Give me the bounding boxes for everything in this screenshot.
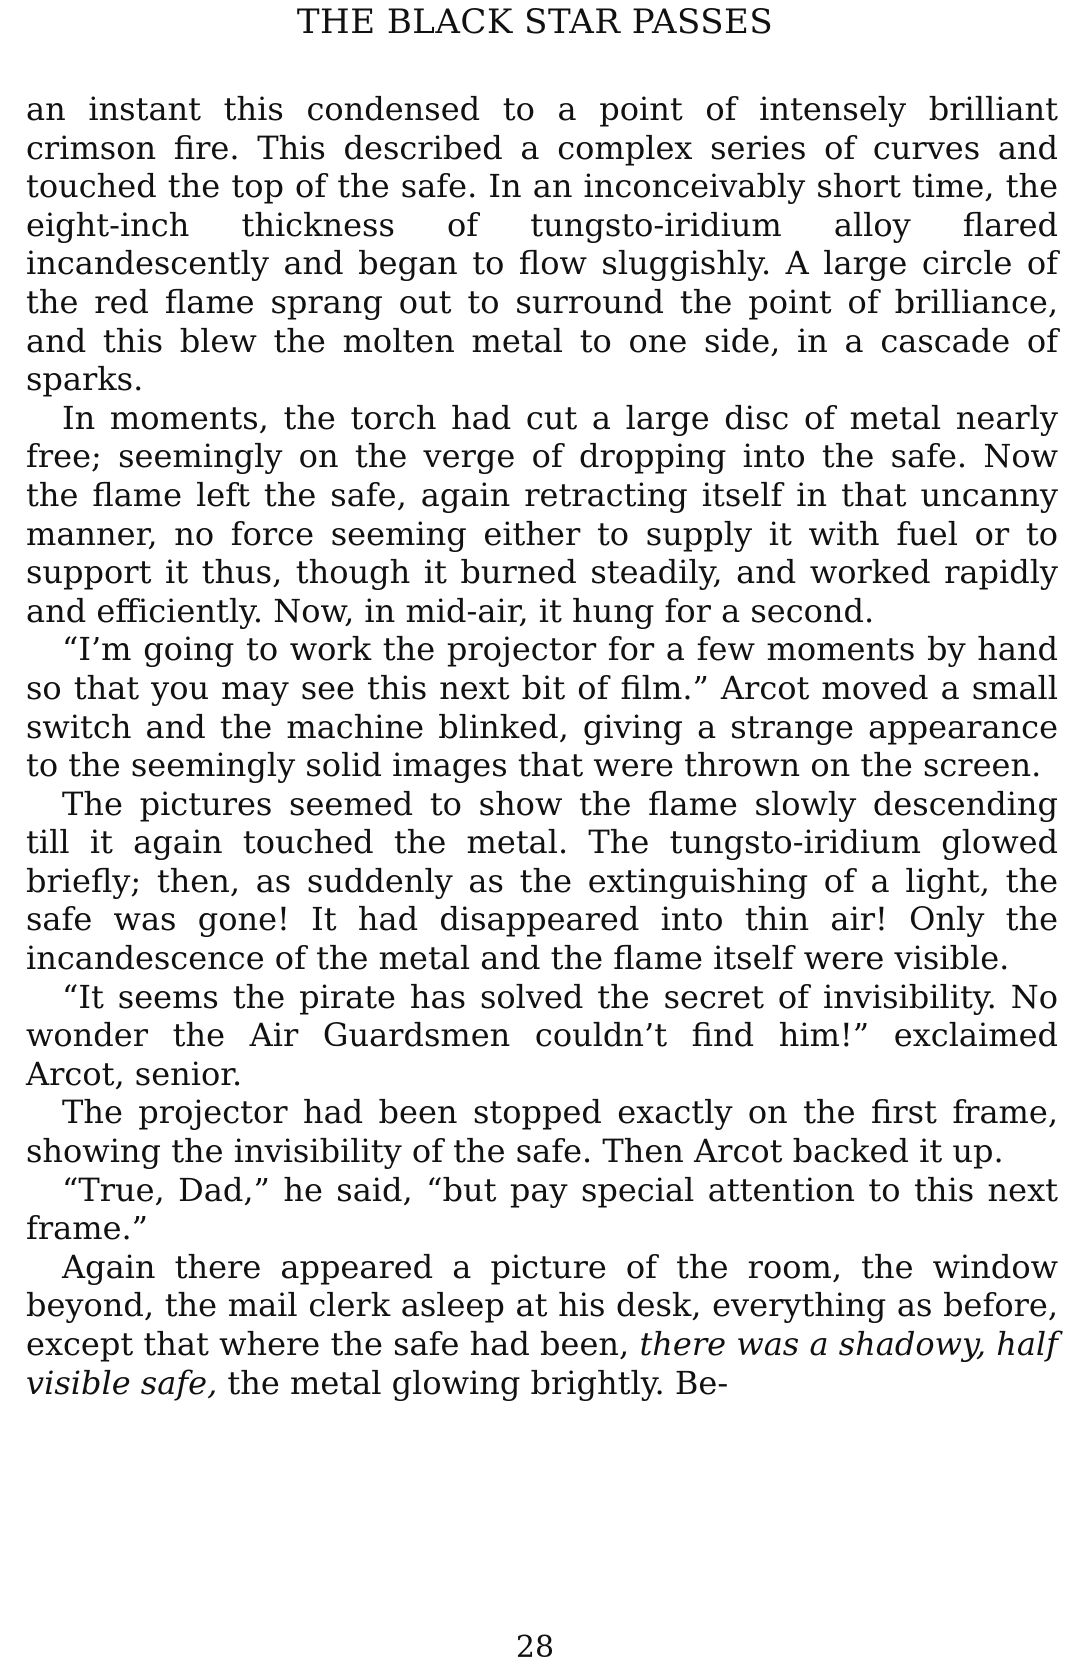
italic-emphasis: there was a shadowy, half visible safe, [26,1325,1059,1402]
paragraph-last [26,1248,1058,1402]
paragraph: “I’m going to work the projector for a few moments by hand so that you may see this next bit of film.” Arcot moved a small switch and the machine blinked, giving a strange appearance to the seemingly solid images that were thrown on the screen. [26,630,1058,785]
paragraph: “True, Dad,” he said, “but pay special attention to this next frame.” [26,1170,1058,1248]
paragraph: The pictures seemed to show the flame slowly descending till it again touched the metal. The tungsto-iridium glowed briefly; then, as suddenly as the extinguishing of a light, the safe was gone! It had disappeared into thin air! Only the incandescence of the metal and the flame itself were visible. [26,784,1058,978]
body-text [26,90,1058,1402]
paragraph: an instant this condensed to a point of intensely brilliant crimson fire. This described a complex series of curves and touched the top of the safe. In an inconceivably short time, the eight-inch thickness of tungsto-iridium alloy flared incandescently and began to flow sluggishly. A large circle of the red flame sprang out to surround the point of brilliance, and this blew the molten metal to one side, in a cascade of sparks. [26,90,1058,399]
paragraph-text: Again there appeared a picture of the room, the window beyond, the mail clerk asleep at his desk, everything as before, except that where the safe had been, [26,1247,1058,1363]
paragraph: “It seems the pirate has solved the secret of invisibility. No wonder the Air Guardsmen couldn’t find him!” exclaimed Arcot, senior. [26,977,1058,1093]
paragraph-text: the metal glowing brightly. Be- [217,1363,729,1402]
paragraph: The projector had been stopped exactly on the first frame, showing the invisibility of the safe. Then Arcot backed it up. [26,1093,1058,1171]
running-head: THE BLACK STAR PASSES [296,2,774,42]
page-number: 28 [515,1630,555,1665]
paragraph: In moments, the torch had cut a large disc of metal nearly free; seemingly on the verge of dropping into the safe. Now the flame left the safe, again retracting itself in that uncanny manner, no force seeming either to supply it with fuel or to support it thus, though it burned steadily, and worked rapidly and efficiently. Now, in mid-air, it hung for a second. [26,398,1058,630]
